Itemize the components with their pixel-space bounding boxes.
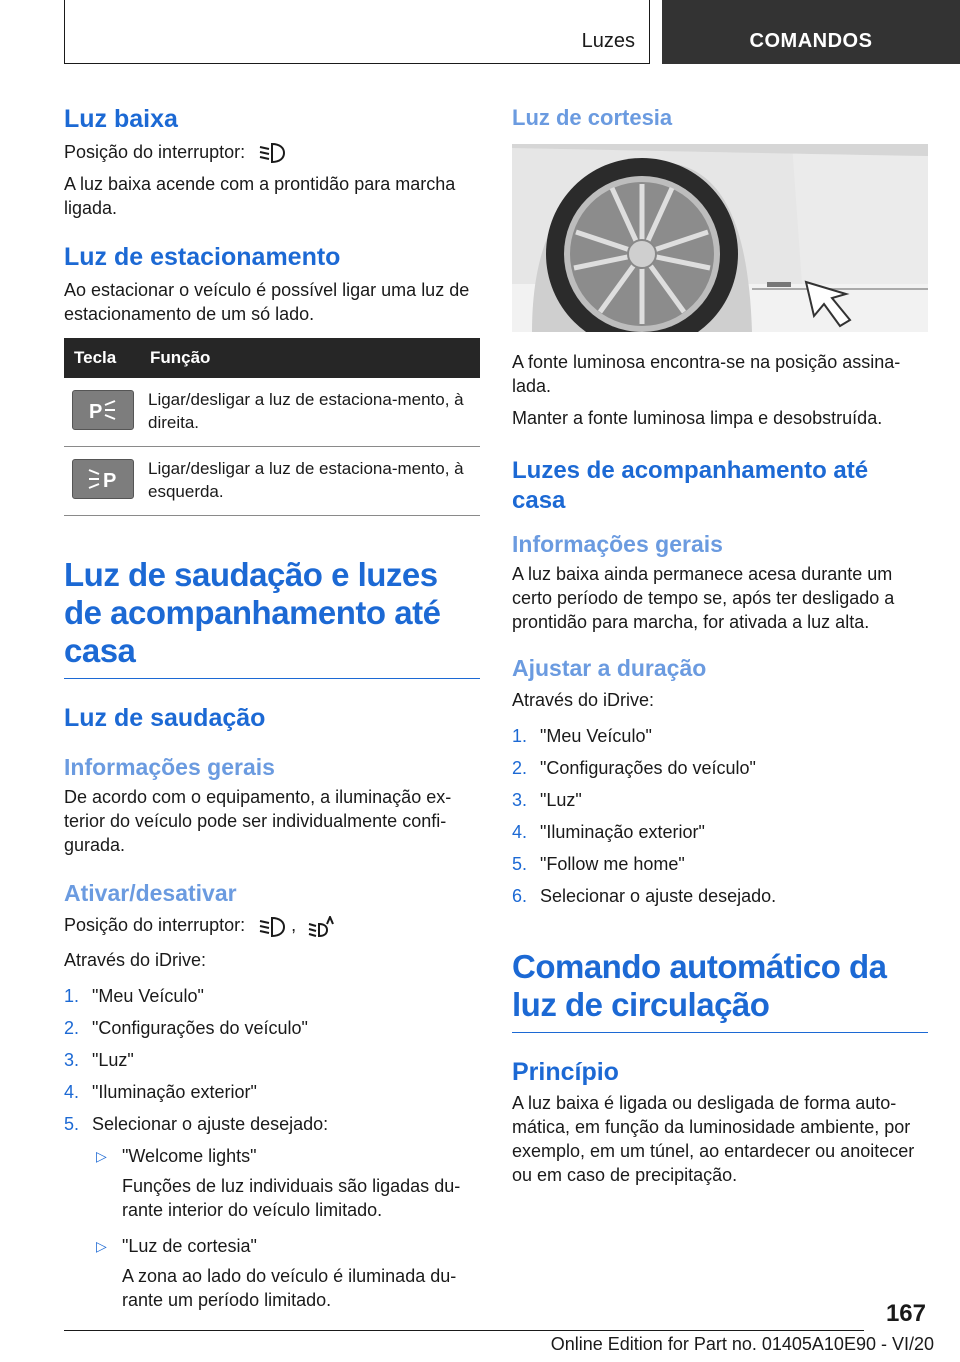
table-row	[64, 447, 480, 516]
follow-general-heading: Informações gerais	[512, 531, 723, 557]
low-beam-heading: Luz baixa	[64, 105, 178, 133]
list-item: 2. "Configurações do veículo"	[64, 1017, 308, 1038]
header-chapter-box	[662, 0, 960, 64]
activate-switch-line: Posição do interruptor: ,	[64, 913, 480, 937]
list-item: 1. "Meu Veículo"	[512, 726, 652, 746]
courtesy-text-1: A fonte luminosa encontra-se na posição assina-lada.	[512, 352, 901, 396]
table-cell-function: Ligar/desligar a luz de estaciona-mento, à direita.	[140, 378, 480, 447]
parking-light-text: Ao estacionar o veículo é possível ligar uma luz de estacionamento de um só lado.	[64, 280, 470, 325]
table-header-function: Função	[140, 338, 480, 378]
parking-light-left-icon	[85, 466, 121, 492]
table-header-row	[64, 338, 480, 378]
list-item: ▷ "Luz de cortesia" A zona ao lado do veículo é iluminada du-rante um período limitado.	[96, 1235, 457, 1310]
list-item: ▷ "Welcome lights" Funções de luz individuais são ligadas du-rante interior do veículo limitado.	[96, 1145, 461, 1220]
welcome-follow-heading: Luz de saudação e luzes de acompanhamento até casa	[64, 556, 480, 679]
list-item: 2. "Configurações do veículo"	[512, 758, 756, 778]
header-section-box	[64, 0, 650, 64]
activate-idrive-label: Através do iDrive:	[64, 949, 207, 970]
follow-general-text: A luz baixa ainda permanece acesa durante um certo período de tempo se, após ter desligado a prontidão para marcha, for ativada a luz alta.	[512, 564, 895, 632]
list-item: 6. Selecionar o ajuste desejado.	[512, 886, 777, 906]
list-item: 3. "Luz"	[512, 790, 582, 810]
parking-light-right-icon	[85, 397, 121, 423]
svg-text:P: P	[103, 470, 117, 493]
auto-light-heading: Comando automático da luz de circulação	[512, 948, 928, 1033]
svg-text:P: P	[89, 401, 103, 424]
activate-heading: Ativar/desativar	[64, 880, 237, 907]
low-beam-icon	[258, 142, 286, 164]
principle-text: A luz baixa é ligada ou desligada de forma auto-mática, em função da luminosidade ambiente, por exemplo, em um túnel, ao entardecer ou anoitecer ou em caso de precipitação.	[512, 1093, 915, 1185]
parking-light-table	[64, 338, 480, 516]
adjust-duration-heading: Ajustar a duração	[512, 655, 707, 681]
list-item: 5. Selecionar o ajuste desejado: ▷ "Welcome lights" Funções de luz individuais são ligadas du-rante interior do veículo limitado. ▷ "Luz de cortesia" A zona ao lado do veículo é iluminada du-rante um período limitado.	[64, 1112, 480, 1312]
parking-light-heading: Luz de estacionamento	[64, 243, 341, 272]
list-item: 4. "Iluminação exterior"	[512, 822, 705, 842]
table-header-key: Tecla	[64, 338, 140, 378]
adjust-idrive-label: Através do iDrive:	[512, 690, 655, 710]
left-column	[64, 100, 480, 1320]
option-bullets	[92, 1144, 480, 1312]
wheel-photo	[512, 144, 928, 332]
table-cell-function: Ligar/desligar a luz de estaciona-mento, à esquerda.	[140, 447, 480, 516]
activate-steps-list	[64, 984, 480, 1312]
low-beam-icon	[258, 916, 286, 938]
follow-home-heading: Luzes de acompanhamento até casa	[512, 457, 869, 514]
welcome-general-text: De acordo com o equipamento, a iluminação ex-terior do veículo pode ser individualmente confi-gurada.	[64, 787, 452, 856]
parking-light-right-button[interactable]	[72, 390, 134, 430]
wheel-illustration	[512, 144, 928, 332]
auto-headlight-icon	[307, 916, 335, 938]
principle-heading: Princípio	[512, 1058, 619, 1086]
table-row	[64, 378, 480, 447]
courtesy-heading: Luz de cortesia	[512, 105, 673, 130]
list-item: 4. "Iluminação exterior"	[64, 1081, 257, 1102]
welcome-light-heading: Luz de saudação	[64, 704, 266, 733]
low-beam-text: A luz baixa acende com a prontidão para marcha ligada.	[64, 174, 456, 219]
list-item: 1. "Meu Veículo"	[64, 985, 204, 1006]
low-beam-switch-line: Posição do interruptor:	[64, 140, 480, 164]
parking-light-left-button[interactable]	[72, 459, 134, 499]
right-column	[512, 100, 928, 1187]
chapter-title: COMANDOS	[749, 30, 873, 52]
adjust-steps-list	[512, 724, 928, 908]
courtesy-text-2: Manter a fonte luminosa limpa e desobstruída.	[512, 408, 883, 428]
edition-note: Online Edition for Part no. 01405A10E90 - VI/20	[550, 1334, 934, 1354]
list-item: 5. "Follow me home"	[512, 854, 685, 874]
list-item: 3. "Luz"	[64, 1049, 134, 1070]
page-number: 167	[885, 1300, 926, 1327]
welcome-general-heading: Informações gerais	[64, 754, 275, 781]
section-title: Luzes	[581, 30, 635, 52]
footer-divider	[64, 1330, 864, 1331]
